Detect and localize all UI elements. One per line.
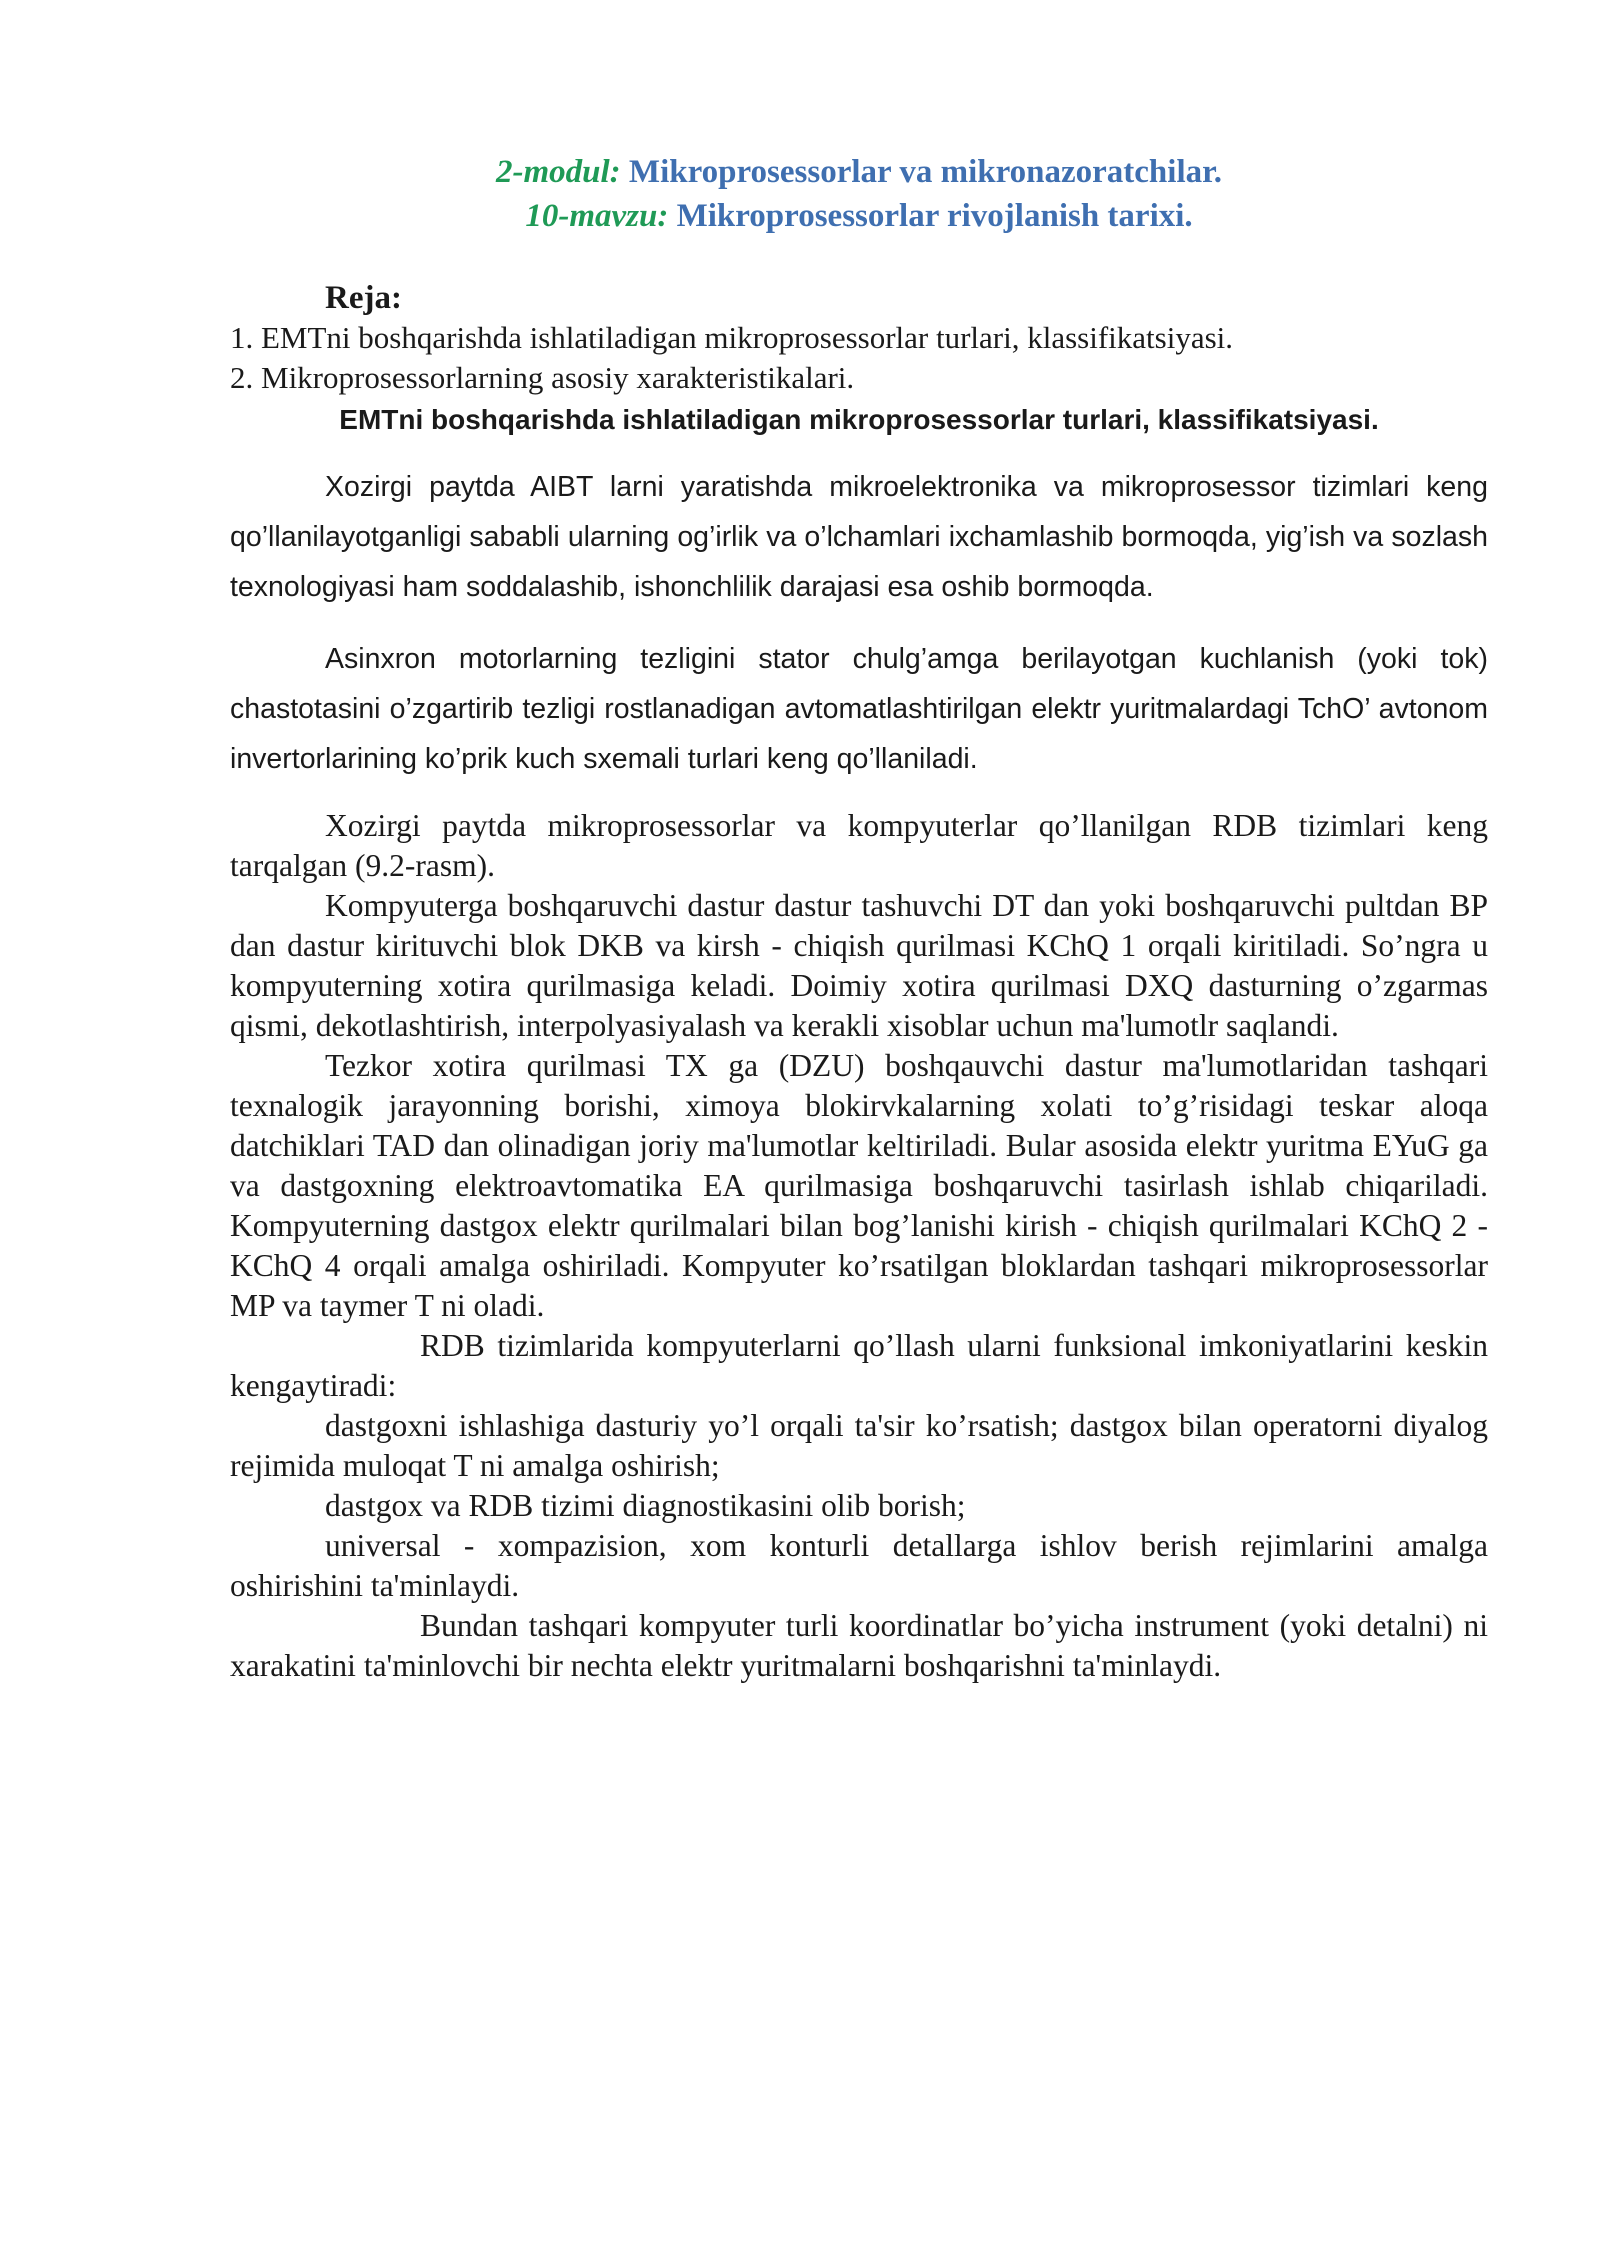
paragraph-9: universal - xompazision, xom konturli detallarga ishlov berish rejimlarini amalga oshirishini ta'minlaydi. — [230, 1528, 1488, 1603]
topic-title: Mikroprosessorlar rivojlanish tarixi. — [676, 198, 1193, 234]
paragraph-2: Asinxron motorlarning tezligini stator chulg’amga berilayotgan kuchlanish (yoki tok) chastotasini o’zgartirib tezligi rostlanadigan avtomatlashtirilgan elektr yuritmalardagi TchO’ avtonom invertorlarining ko’prik kuch sxemali turlari keng qo’llaniladi. — [230, 643, 1488, 775]
topic-title-line — [230, 194, 1488, 238]
paragraph-7: dastgoxni ishlashiga dasturiy yo’l orqali ta'sir ko’rsatish; dastgox bilan operatorni diyalog rejimida muloqat T ni amalga oshirish; — [230, 1408, 1488, 1483]
section-heading: EMTni boshqarishda ishlatiladigan mikroprosessorlar turlari, klassifikatsiyasi. — [339, 404, 1379, 435]
plan-item-1: 1. EMTni boshqarishda ishlatiladigan mikroprosessorlar turlari, klassifikatsiyasi. — [230, 320, 1234, 355]
topic-label: 10-mavzu: — [525, 198, 669, 234]
module-title: Mikroprosessorlar va mikronazoratchilar. — [628, 154, 1222, 190]
module-title-line — [230, 150, 1488, 194]
paragraph-5: Tezkor xotira qurilmasi TX ga (DZU) boshqauvchi dastur ma'lumotlaridan tashqari texnalogik jarayonning borishi, ximoya blokirvkalarning xolati to’g’risidagi teskar aloqa datchiklari TAD dan olinadigan joriy ma'lumotlar keltiriladi. Bular asosida elektr yuritma EYuG ga va dastgoxning elektroavtomatika EA qurilmasiga boshqaruvchi tasirlash ishlab chiqariladi. Kompyuterning dastgox elektr qurilmalari bilan bog’lanishi kirish - chiqish qurilmalari KChQ 2 - KChQ 4 orqali amalga oshiriladi. Kompyuter ko’rsatilgan bloklardan tashqari mikroprosessorlar MP va taymer T ni oladi. — [230, 1048, 1488, 1323]
document-body — [230, 150, 1488, 1686]
paragraph-10: Bundan tashqari kompyuter turli koordinatlar bo’yicha instrument (yoki detalni) ni xarakatini ta'minlovchi bir nechta elektr yuritmalarni boshqarishni ta'minlaydi. — [230, 1608, 1488, 1683]
plan-item-2: 2. Mikroprosessorlarning asosiy xarakteristikalari. — [230, 360, 855, 395]
paragraph-4: Kompyuterga boshqaruvchi dastur dastur tashuvchi DT dan yoki boshqaruvchi pultdan BP dan dastur kirituvchi blok DKB va kirsh - chiqish qurilmasi KChQ 1 orqali kiritiladi. So’ngra u kompyuterning xotira qurilmasiga keladi. Doimiy xotira qurilmasi DXQ dasturning o’zgarmas qismi, dekotlashtirish, interpolyasiyalash va kerakli xisoblar uchun ma'lumotlr saqlandi. — [230, 888, 1488, 1043]
paragraph-6: RDB tizimlarida kompyuterlarni qo’llash ularni funksional imkoniyatlarini keskin kengaytiradi: — [230, 1328, 1488, 1403]
paragraph-8: dastgox va RDB tizimi diagnostikasini olib borish; — [325, 1488, 966, 1523]
paragraph-1: Xozirgi paytda AIBT larni yaratishda mikroelektronika va mikroprosessor tizimlari keng qo’llanilayotganligi sababli ularning og’irlik va o’lchamlari ixchamlashib bormoqda, yig’ish va sozlash texnologiyasi ham soddalashib, ishonchlilik darajasi esa oshib bormoqda. — [230, 471, 1488, 603]
paragraph-3: Xozirgi paytda mikroprosessorlar va kompyuterlar qo’llanilgan RDB tizimlari keng tarqalgan (9.2-rasm). — [230, 808, 1488, 883]
plan-heading: Reja: — [325, 280, 402, 316]
module-label: 2-modul: — [496, 154, 621, 190]
